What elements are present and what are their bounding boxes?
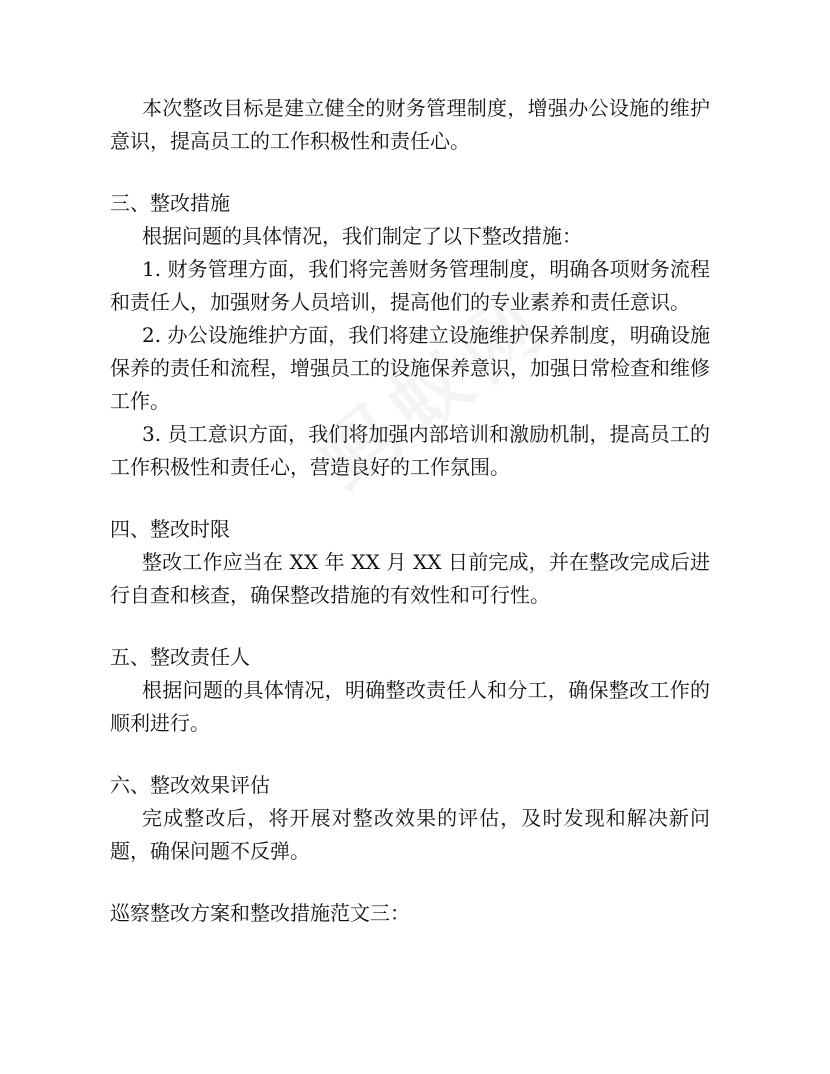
spacer	[110, 868, 710, 897]
spacer	[110, 740, 710, 769]
spacer	[110, 484, 710, 513]
intro-paragraph: 本次整改目标是建立健全的财务管理制度，增强办公设施的维护意识，提高员工的工作积极性和责任心。	[110, 96, 710, 153]
spacer	[110, 612, 710, 641]
section-3-item-1: 1. 财务管理方面，我们将完善财务管理制度，明确各项财务流程和责任人，加强财务人员培训，提高他们的专业素养和责任意识。	[110, 257, 710, 314]
section-3-lead: 根据问题的具体情况，我们制定了以下整改措施：	[142, 224, 582, 248]
section-6-heading: 六、整改效果评估	[110, 773, 270, 797]
section-5-body: 根据问题的具体情况，明确整改责任人和分工，确保整改工作的顺利进行。	[110, 678, 710, 735]
section-3-item-2: 2. 办公设施维护方面，我们将建立设施维护保养制度，明确设施保养的责任和流程，增强员工的设施保养意识，加强日常检查和维修工作。	[110, 323, 710, 413]
section-6-body: 完成整改后，将开展对整改效果的评估，及时发现和解决新问题，确保问题不反弹。	[110, 806, 710, 863]
section-4-body: 整改工作应当在 XX 年 XX 月 XX 日前完成，并在整改完成后进行自查和核查，确保整改措施的有效性和可行性。	[110, 550, 710, 607]
spacer	[110, 158, 710, 187]
section-3-heading: 三、整改措施	[110, 191, 230, 215]
document-body	[110, 92, 710, 930]
next-section-title: 巡察整改方案和整改措施范文三：	[110, 901, 410, 925]
section-4-heading: 四、整改时限	[110, 517, 230, 541]
section-5-heading: 五、整改责任人	[110, 645, 250, 669]
section-3-item-3: 3. 员工意识方面，我们将加强内部培训和激励机制，提高员工的工作积极性和责任心，营造良好的工作氛围。	[110, 422, 710, 479]
